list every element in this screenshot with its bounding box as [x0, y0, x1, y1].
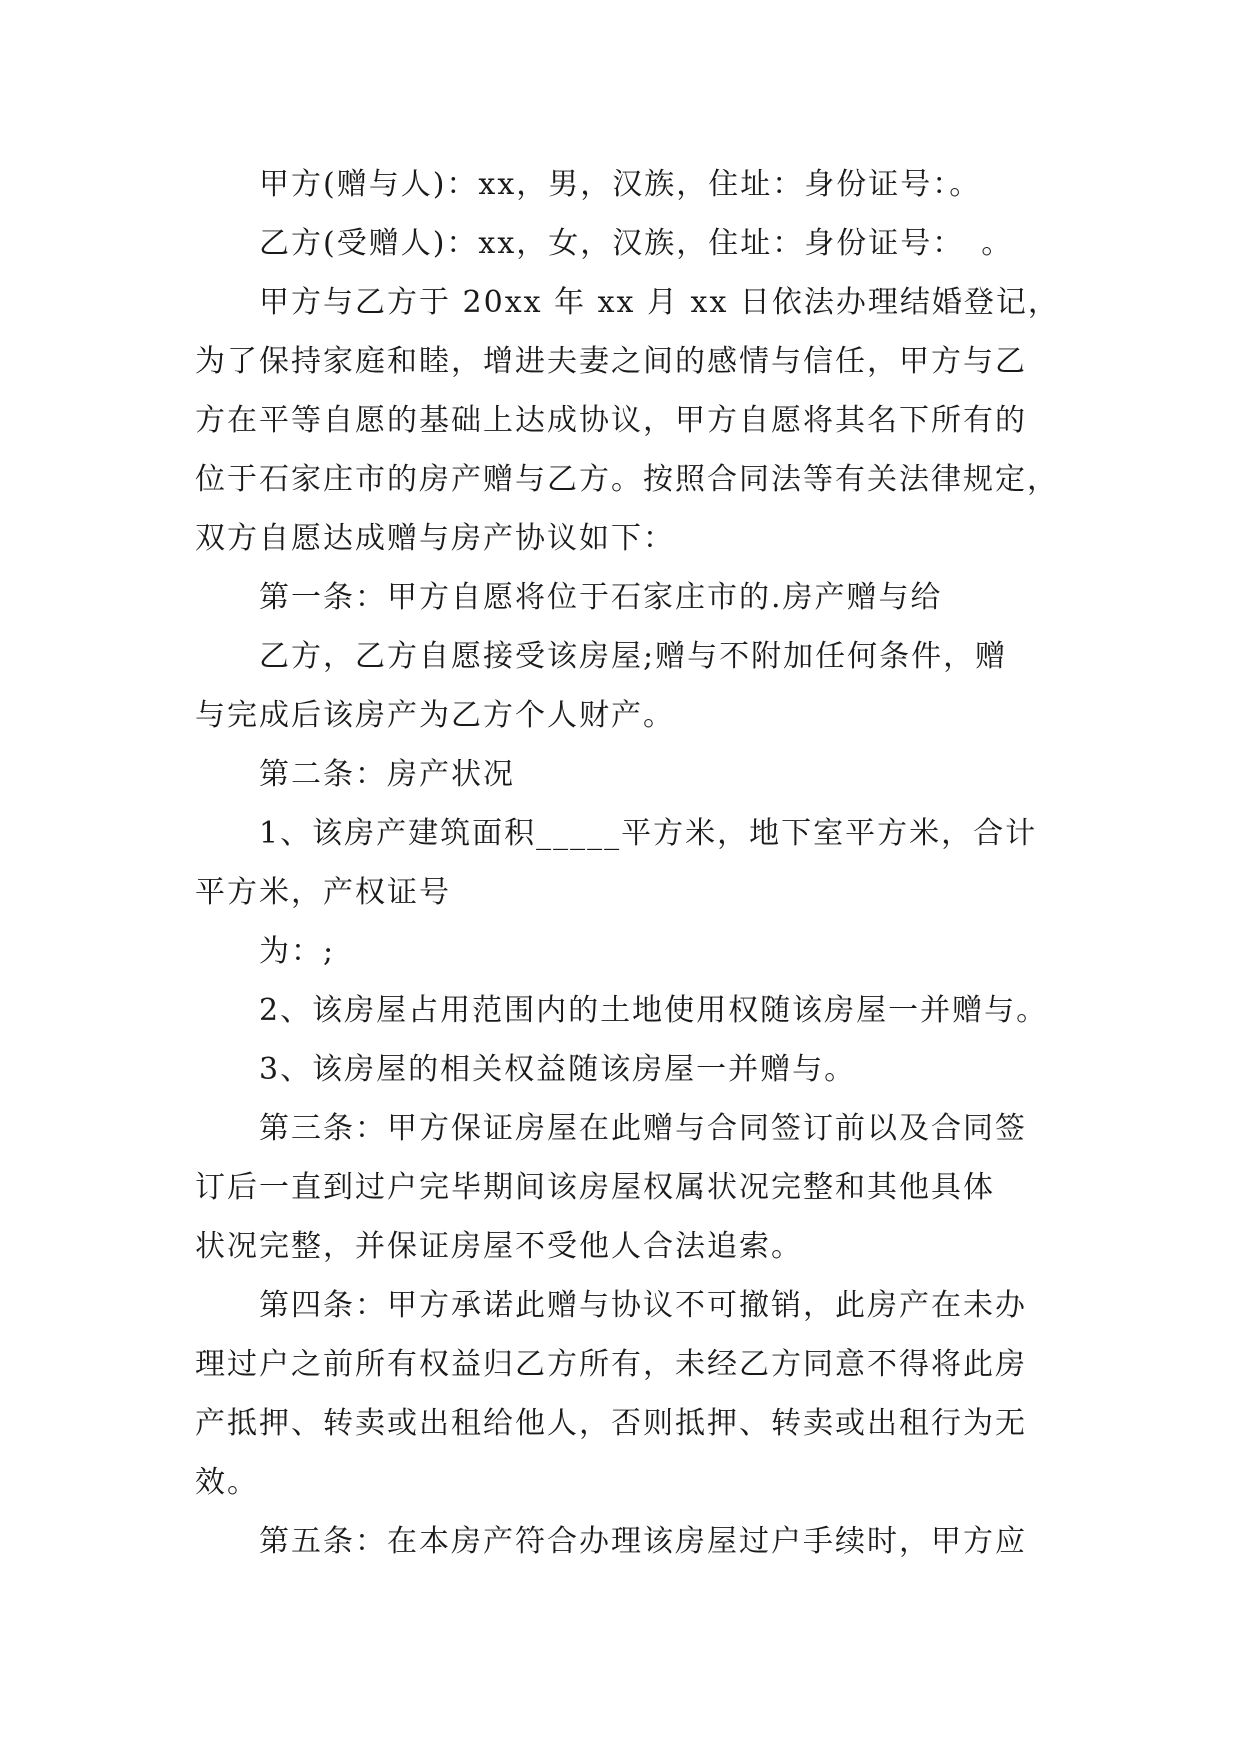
text-line-party-b: 乙方(受赠人)：xx，女，汉族，住址：身份证号： 。 [259, 226, 1014, 261]
text-line-preamble-1: 甲方与乙方于 20xx 年 xx 月 xx 日依法办理结婚登记， [259, 285, 1060, 320]
text-line-article-3: 第三条：甲方保证房屋在此赠与合同签订前以及合同签 [259, 1111, 1027, 1146]
text-line-preamble-2: 为了保持家庭和睦，增进夫妻之间的感情与信任，甲方与乙 [195, 344, 1027, 379]
text-line-article-2: 第二条：房产状况 [259, 757, 515, 792]
text-line-article-4-end: 效。 [195, 1465, 259, 1500]
text-line-article-3-end: 状况完整，并保证房屋不受他人合法追索。 [195, 1229, 803, 1264]
text-line-article-1: 第一条：甲方自愿将位于石家庄市的.房产赠与给 [259, 580, 943, 615]
text-line-article-4: 第四条：甲方承诺此赠与协议不可撤销，此房产在未办 [259, 1288, 1027, 1323]
text-line-preamble-5: 双方自愿达成赠与房产协议如下： [195, 521, 675, 556]
text-line-article-2-item-3: 3、该房屋的相关权益随该房屋一并赠与。 [259, 1052, 857, 1087]
text-line-preamble-4: 位于石家庄市的房产赠与乙方。按照合同法等有关法律规定， [195, 462, 1059, 497]
text-line-article-1-cont: 乙方，乙方自愿接受该房屋;赠与不附加任何条件，赠 [259, 639, 1008, 674]
text-line-preamble-3: 方在平等自愿的基础上达成协议，甲方自愿将其名下所有的 [195, 403, 1027, 438]
text-line-article-1-end: 与完成后该房产为乙方个人财产。 [195, 698, 675, 733]
text-line-party-a: 甲方(赠与人)：xx，男，汉族，住址：身份证号：。 [259, 167, 982, 202]
text-line-article-2-item-1-cont: 平方米，产权证号 [195, 875, 451, 910]
document-body [195, 155, 1060, 1571]
text-line-article-4-cont-2: 产抵押、转卖或出租给他人，否则抵押、转卖或出租行为无 [195, 1406, 1027, 1441]
text-line-article-2-item-2: 2、该房屋占用范围内的土地使用权随该房屋一并赠与。 [259, 993, 1049, 1028]
text-line-article-2-item-1: 1、该房产建筑面积_____平方米，地下室平方米，合计 [259, 816, 1038, 851]
text-line-article-5: 第五条：在本房产符合办理该房屋过户手续时，甲方应 [259, 1524, 1027, 1559]
text-line-article-2-item-1-end: 为：; [259, 934, 336, 969]
text-line-article-3-cont: 订后一直到过户完毕期间该房屋权属状况完整和其他具体 [195, 1170, 995, 1205]
text-line-article-4-cont-1: 理过户之前所有权益归乙方所有，未经乙方同意不得将此房 [195, 1347, 1027, 1382]
